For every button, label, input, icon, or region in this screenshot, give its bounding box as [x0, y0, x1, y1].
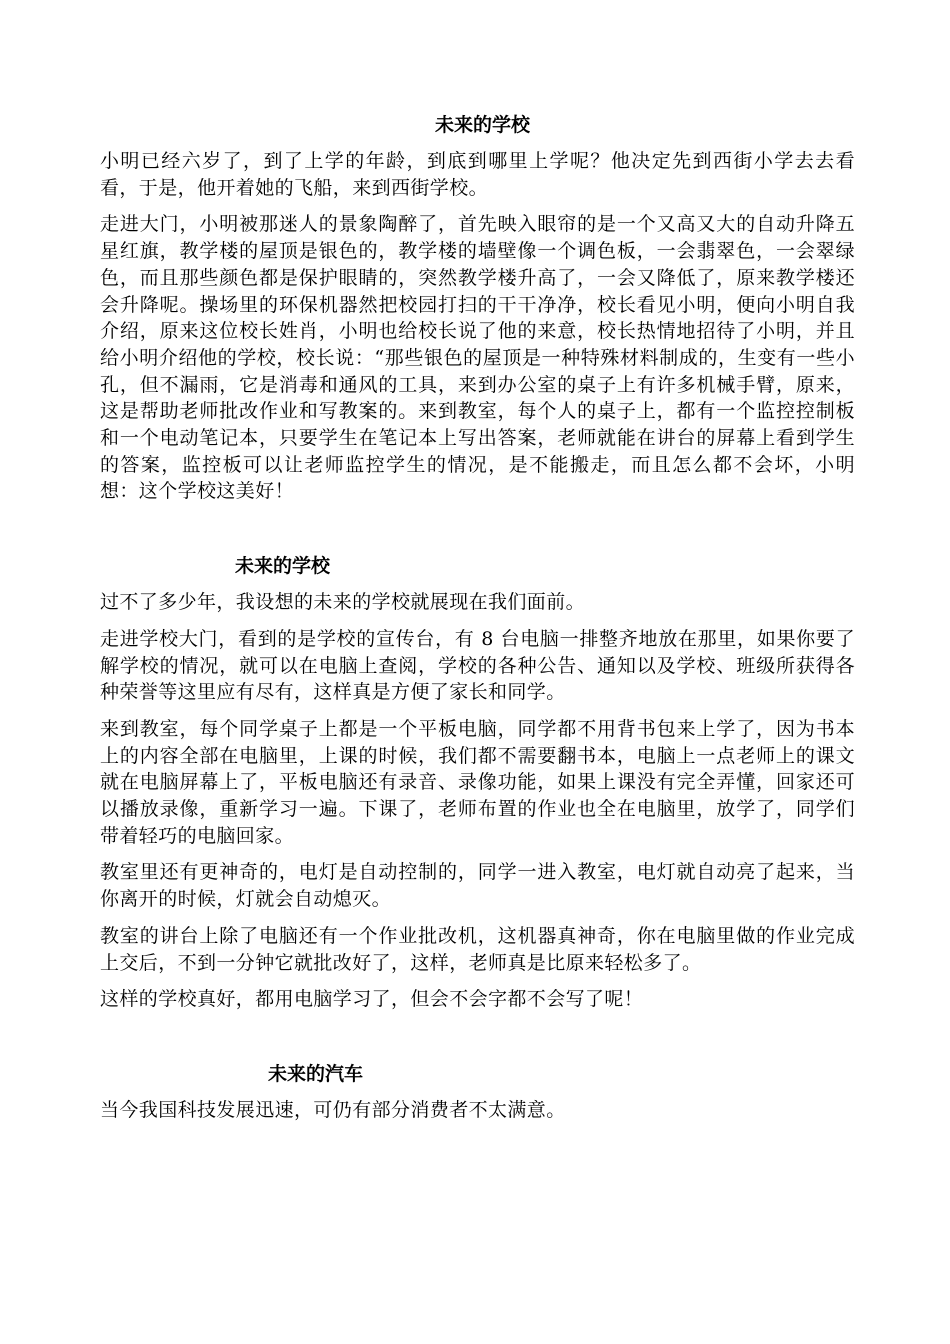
paragraph: 当今我国科技发展迅速，可仍有部分消费者不太满意。: [100, 1098, 566, 1121]
essay-title: 未来的学校: [434, 114, 530, 136]
paragraph: 过不了多少年，我设想的未来的学校就展现在我们面前。: [100, 591, 586, 614]
paragraph: 走进大门，小明被那迷人的景象陶醉了，首先映入眼帘的是一个又高又大的自动升降五星红旗，教学楼的屋顶是银色的，教学楼的墙壁像一个调色板，一会翡翠色，一会翠绿色，而且那些颜色都是保护眼睛的，突然教学楼升高了，一会又降低了，原来教学楼还会升降呢。操场里的环保机器然把校园打扫的干干净净，校长看见小明，便向小明自我介绍，原来这位校长姓肖，小明也给校长说了他的来意，校长热情地招待了小明，并且给小明介绍他的学校，校长说：“那些银色的屋顶是一种特殊材料制成的，生变有一些小孔，但不漏雨，它是消毒和通风的工具，来到办公室的桌子上有许多机械手臂，原来，这是帮助老师批改作业和写教案的。来到教室，每个人的桌子上，都有一个监控控制板和一个电动笔记本，只要学生在笔记本上写出答案，老师就能在讲台的屏幕上看到学生的答案，监控板可以让老师监控学生的情况，是不能搬走，而且怎么都不会坏，小明想：这个学校这美好！: [100, 213, 855, 503]
paragraph: 教室里还有更神奇的，电灯是自动控制的，同学一进入教室，电灯就自动亮了起来，当你离开的时候，灯就会自动熄灭。: [100, 861, 855, 911]
essay-2: [100, 551, 855, 1013]
paragraph: 这样的学校真好，都用电脑学习了，但会不会字都不会写了呢！: [100, 988, 644, 1011]
paragraph: 教室的讲台上除了电脑还有一个作业批改机，这机器真神奇，你在电脑里做的作业完成上交后，不到一分钟它就批改好了，这样，老师真是比原来轻松多了。: [100, 924, 855, 974]
paragraph: 来到教室，每个同学桌子上都是一个平板电脑，同学都不用背书包来上学了，因为书本上的内容全部在电脑里，上课的时候，我们都不需要翻书本，电脑上一点老师上的课文就在电脑屏幕上了，平板电脑还有录音、录像功能，如果上课没有完全弄懂，回家还可以播放录像，重新学习一遍。下课了，老师布置的作业也全在电脑里，放学了，同学们带着轻巧的电脑回家。: [100, 717, 855, 847]
essay-3: [100, 1059, 855, 1124]
essay-title: 未来的学校: [235, 555, 331, 578]
document-page: [100, 110, 855, 1134]
paragraph: 走进学校大门，看到的是学校的宣传台，有 8 台电脑一排整齐地放在那里，如果你要了解学校的情况，就可以在电脑上查阅，学校的各种公告、通知以及学校、班级所获得各种荣誉等这里应有尽有，这样真是方便了家长和同学。: [100, 627, 855, 704]
paragraph: 小明已经六岁了，到了上学的年龄，到底到哪里上学呢？他决定先到西街小学去去看看，于是，他开着她的飞船，来到西街学校。: [100, 150, 855, 199]
essay-title: 未来的汽车: [268, 1062, 364, 1085]
essay-1: [100, 110, 855, 505]
